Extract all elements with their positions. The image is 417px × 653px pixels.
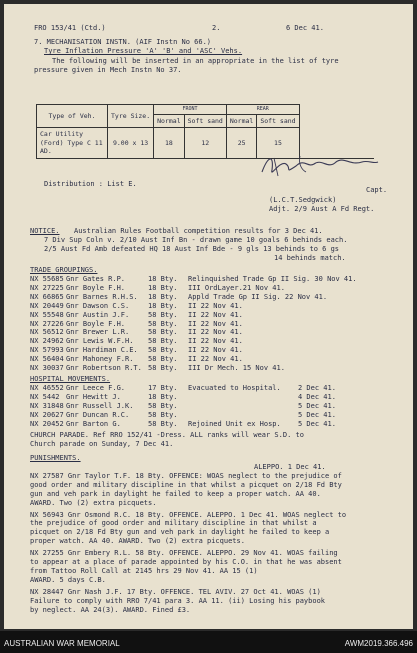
col-front-normal: Normal [154, 114, 184, 128]
archive-reference: AWM2019.366.496 [344, 639, 413, 648]
hospital-row-battery: 17 Bty. [148, 384, 178, 392]
trade-row-name: Gnr Mahoney F.R. [66, 355, 134, 364]
notice-line-2: 7 Div Sup Coln v. 2/10 Aust Inf Bn - drawn game 10 goals 6 behinds each. [44, 236, 348, 244]
col-tyre-size: Tyre Size. [108, 105, 154, 128]
trade-row-battery: 58 Bty. [148, 346, 178, 355]
trade-row-note: Appld Trade Gp II Sig. 22 Nov 41. [188, 292, 328, 301]
punishment-line: NX 27587 Gnr Taylor T.F. 18 Bty. OFFENCE: WOAS neglect to the prejudice of [30, 471, 342, 480]
cell-front-normal: 18 [154, 128, 184, 159]
hospital-row-date: 5 Dec 41. [298, 411, 336, 419]
cell-rear-normal: 25 [226, 128, 256, 159]
col-type-of-veh: Type of Veh. [37, 105, 108, 128]
notice-line-3: 2/5 Aust Fd Amb defeated HQ 18 Aust Inf Bde - 9 gls 13 behinds to 6 gs [44, 245, 340, 253]
punishment-line: NX 27255 Gnr Embery R.L. 58 Bty. OFFENCE. ALEPPO. 29 Nov 41. WOAS failing [30, 549, 338, 558]
hospital-row-date: 5 Dec 41. [298, 402, 336, 410]
trade-row-number: NX 66865 [30, 292, 64, 301]
trade-row-note: II 22 Nov 41. [188, 310, 243, 319]
trade-row-number: NX 24962 [30, 337, 64, 346]
punishment-line: NX 56943 Gnr Osmond R.C. 18 Bty. OFFENCE. ALEPPO. 1 Dec 41. WOAS neglect to [30, 510, 347, 519]
notice-line-1: Australian Rules Football competition results for 3 Dec 41. [74, 227, 323, 235]
page-number: 2. [212, 24, 221, 32]
trade-groupings-heading: TRADE GROUPINGS. [30, 266, 98, 274]
hospital-row-note: Evacuated to Hospital. [188, 384, 281, 392]
trade-row-note: II 22 Nov 41. [188, 328, 243, 337]
punishment-line: to appear at a place of parade appointed by his C.O. in that he was absent [30, 558, 342, 566]
punishment-line: NX 28447 Gnr Nash J.F. 17 Bty. OFFENCE. TEL AVIV. 27 Oct 41. WOAS (1) [30, 587, 321, 596]
punishment-line: AWARD. Two (2) extra picquets. [30, 498, 157, 507]
punishment-line: AWARD. 5 days C.B. [30, 575, 106, 584]
trade-row-number: NX 56404 [30, 355, 64, 364]
trade-row-note: III Dr Mech. 15 Nov 41. [188, 364, 285, 372]
hospital-row-number: NX 20627 [30, 411, 64, 419]
church-parade-line-1: CHURCH PARADE. Ref RRO 152/41 -Dress. ALL ranks will wear S.D. to [30, 431, 304, 439]
trade-row-battery: 58 Bty. [148, 337, 178, 346]
punishments-heading: PUNISHMENTS. [30, 454, 81, 462]
trade-row-battery: 18 Bty. [148, 301, 178, 310]
punishment-line: the prejudice of good order and military discipline in that whilst a [30, 519, 317, 528]
trade-row-battery: 58 Bty. [148, 364, 178, 372]
trade-row-name: Gnr Hardiman C.E. [66, 346, 138, 355]
group-front: FRONT [154, 105, 227, 115]
hospital-row-note: Rejoined Unit ex Hosp. [188, 420, 281, 428]
trade-row-name: Gnr Boyle F.H. [66, 319, 126, 328]
order-reference: FRO 153/41 (Ctd.) [34, 24, 106, 32]
trade-row-name: Gnr Brewer L.R. [66, 328, 130, 337]
order-date: 6 Dec 41. [286, 24, 324, 32]
signatory-name: (L.C.T.Sedgwick) [269, 196, 337, 204]
trade-row-battery: 58 Bty. [148, 328, 178, 337]
section-7-line-2: pressure given in Mech Instn No 37. [34, 66, 182, 74]
church-parade-line-2: Church parade on Sunday, 7 Dec 41. [30, 440, 174, 448]
trade-row-battery: 18 Bty. [148, 283, 178, 292]
trade-row-battery: 18 Bty. [148, 292, 178, 301]
archive-name: AUSTRALIAN WAR MEMORIAL [4, 639, 120, 648]
hospital-row-name: Gnr Russell J.K. [66, 402, 134, 410]
hospital-row-date: 5 Dec 41. [298, 420, 336, 428]
trade-row-number: NX 57993 [30, 346, 64, 355]
trade-row-name: Gnr Lewis W.F.H. [66, 337, 134, 346]
hospital-row-name: Gnr Leece F.G. [66, 384, 126, 392]
section-7-title: 7. MECHANISATION INSTN. (AIF Instn No 66.) [34, 38, 212, 46]
document-page [4, 4, 413, 629]
trade-row-name: Gnr Robertson R.T. [66, 364, 142, 372]
trade-row-battery: 58 Bty. [148, 355, 178, 364]
hospital-row-number: NX 20452 [30, 420, 64, 428]
punishment-line: from Tattoo Roll Call at 2145 hrs 29 Nov 41. AA 15 (1) [30, 566, 258, 575]
trade-row-note: III OrdLayer.21 Nov 41. [188, 283, 285, 292]
trade-row-name: Gnr Austin J.F. [66, 310, 130, 319]
hospital-row-name: Gnr Duncan R.C. [66, 411, 130, 419]
punishment-line: by neglect. AA 24(3). AWARD. Fined £3. [30, 605, 191, 614]
hospital-movements-heading: HOSPITAL MOVEMENTS. [30, 375, 111, 383]
trade-row-name: Gnr Barnes R.H.S. [66, 292, 138, 301]
cell-front-soft: 12 [184, 128, 226, 159]
hospital-row-name: Gnr Barton G. [66, 420, 121, 428]
hospital-row-battery: 58 Bty. [148, 411, 178, 419]
trade-row-note: Relinquished Trade Gp II Sig. 30 Nov 41. [188, 275, 357, 283]
trade-row-number: NX 20449 [30, 301, 64, 310]
signature-line [274, 158, 374, 159]
archive-footer [0, 631, 417, 653]
trade-row-number: NX 56512 [30, 328, 64, 337]
trade-row-number: NX 27225 [30, 283, 64, 292]
notice-line-4: 14 behinds match. [274, 254, 346, 262]
cell-tyre-size: 9.00 x 13 [108, 128, 154, 159]
section-7-subtitle: Tyre Inflation Pressure 'A' 'B' and 'ASC' Vehs. [44, 47, 243, 55]
notice-heading: NOTICE. [30, 227, 60, 235]
col-front-soft-sand: Soft sand [184, 114, 226, 128]
hospital-row-number: NX 5442 [30, 393, 60, 401]
trade-row-note: II 22 Nov 41. [188, 346, 243, 355]
signatory-title: Adjt. 2/9 Aust A Fd Regt. [269, 205, 375, 213]
hospital-row-battery: 58 Bty. [148, 420, 178, 428]
trade-row-battery: 58 Bty. [148, 310, 178, 319]
trade-row-number: NX 27226 [30, 319, 64, 328]
trade-row-battery: 18 Bty. [148, 275, 178, 283]
trade-row-number: NX 55548 [30, 310, 64, 319]
trade-row-note: II 22 Nov 41. [188, 355, 243, 364]
signatory-rank: Capt. [366, 186, 388, 194]
punishment-line: good order and military discipline in that whilst a picquet on 2/18 Fd Bty [30, 480, 342, 489]
col-rear-soft-sand: Soft sand [257, 114, 299, 128]
trade-row-number: NX 55685 [30, 275, 64, 283]
trade-row-name: Gnr Dawson C.S. [66, 301, 130, 310]
punishment-line: Failure to comply with RRO 7/41 para 3. AA 11. (ii) Losing his paybook [30, 596, 326, 605]
cell-vehicle: Car Utility (Ford) Type C 11 AD. [37, 128, 108, 159]
hospital-row-name: Gnr Hewitt J. [66, 393, 121, 401]
trade-row-battery: 58 Bty. [148, 319, 178, 328]
hospital-row-date: 2 Dec 41. [298, 384, 336, 392]
trade-row-note: II 22 Nov 41. [188, 337, 243, 346]
distribution-line: Distribution : List E. [44, 180, 137, 188]
hospital-row-number: NX 31848 [30, 402, 64, 410]
hospital-row-date: 4 Dec 41. [298, 393, 336, 401]
trade-row-name: Gnr Boyle F.H. [66, 283, 126, 292]
trade-row-name: Gnr Gates R.P. [66, 275, 126, 283]
punishment-line: ALEPPO. 1 Dec 41. [254, 463, 326, 471]
hospital-row-battery: 18 Bty. [148, 393, 178, 401]
col-rear-normal: Normal [226, 114, 256, 128]
group-rear: REAR [226, 105, 299, 115]
punishment-line: picquet on 2/18 Fd Bty gun and veh park in daylight he failed to keep a [30, 528, 330, 537]
hospital-row-battery: 58 Bty. [148, 402, 178, 410]
punishment-line: proper watch. AA 40. AWARD. Two (2) extra picquets. [30, 537, 245, 546]
hospital-row-number: NX 46552 [30, 384, 64, 392]
cell-rear-soft: 15 [257, 128, 299, 159]
handwritten-signature [254, 150, 384, 180]
trade-row-number: NX 30037 [30, 364, 64, 372]
trade-row-note: II 22 Nov 41. [188, 319, 243, 328]
punishment-line: gun and veh park in daylight he failed to keep a proper watch. AA 40. [30, 489, 321, 498]
section-7-line-1: The following will be inserted in an appropriate in the list of tyre [52, 57, 339, 65]
trade-row-note: II 22 Nov 41. [188, 301, 243, 310]
